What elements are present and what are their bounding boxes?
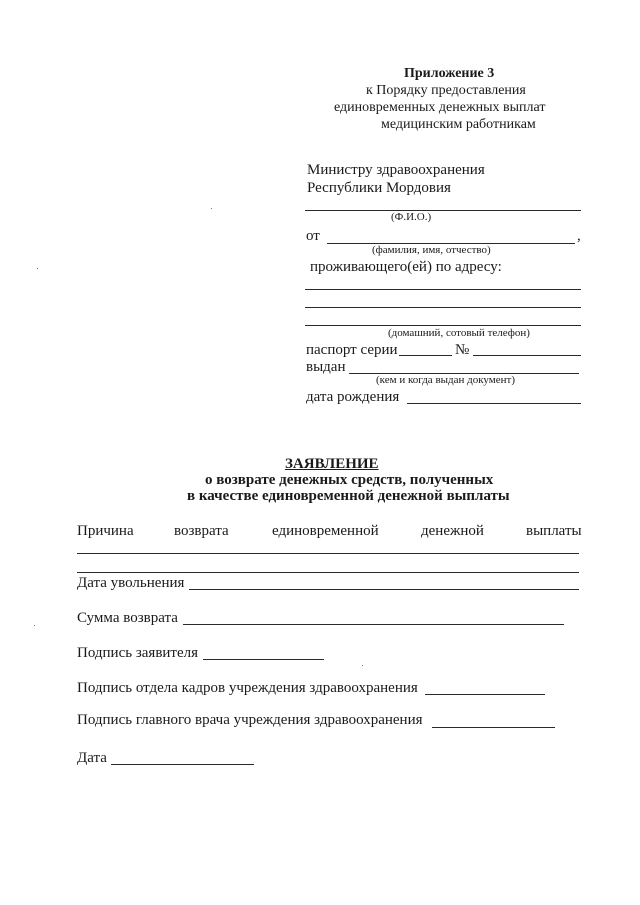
refund-amount-line[interactable] — [183, 624, 564, 625]
passport-series-label: паспорт серии — [306, 342, 398, 358]
issued-hint: (кем и когда выдан документ) — [376, 374, 515, 386]
dismissal-date-line[interactable] — [189, 589, 579, 590]
dismissal-date-label: Дата увольнения — [77, 575, 185, 591]
reason-line-1[interactable] — [77, 553, 579, 554]
from-label: от — [306, 228, 320, 244]
appendix-line-1: к Порядку предоставления — [366, 83, 526, 98]
scan-speck — [211, 208, 212, 209]
passport-series-line[interactable] — [399, 355, 452, 356]
phone-line[interactable] — [305, 325, 581, 326]
reason-word-2: возврата — [174, 523, 229, 539]
address-line-1[interactable] — [305, 289, 581, 290]
scan-speck — [34, 625, 35, 626]
date-line[interactable] — [111, 764, 254, 765]
scan-speck — [37, 268, 38, 269]
chief-signature-label: Подпись главного врача учреждения здравоохранения — [77, 712, 423, 728]
passport-number-line[interactable] — [473, 355, 581, 356]
hr-signature-line[interactable] — [425, 694, 545, 695]
appendix-line-3: медицинским работникам — [381, 117, 536, 132]
birth-date-label: дата рождения — [306, 389, 400, 405]
issued-label: выдан — [306, 359, 346, 375]
refund-amount-label: Сумма возврата — [77, 610, 178, 626]
statement-subtitle-2: в качестве единовременной денежной выплаты — [187, 488, 510, 504]
scan-speck — [362, 665, 363, 666]
from-comma: , — [577, 228, 581, 244]
from-hint: (фамилия, имя, отчество) — [372, 244, 491, 256]
reason-line-2[interactable] — [77, 572, 579, 573]
address-label: проживающего(ей) по адресу: — [310, 259, 502, 275]
fio-hint: (Ф.И.О.) — [391, 211, 432, 223]
reason-word-4: денежной — [421, 523, 484, 539]
birth-date-line[interactable] — [407, 403, 581, 404]
applicant-signature-line[interactable] — [203, 659, 324, 660]
passport-number-label: № — [455, 342, 470, 358]
reason-word-5: выплаты — [526, 523, 582, 539]
addressee-line-1: Министру здравоохранения — [307, 162, 485, 178]
applicant-signature-label: Подпись заявителя — [77, 645, 199, 661]
chief-signature-line[interactable] — [432, 727, 555, 728]
appendix-line-2: единовременных денежных выплат — [334, 100, 546, 115]
statement-subtitle-1: о возврате денежных средств, полученных — [205, 472, 494, 488]
fio-line[interactable] — [305, 210, 581, 211]
date-label: Дата — [77, 750, 107, 766]
reason-word-3: единовременной — [272, 523, 379, 539]
reason-word-1: Причина — [77, 523, 134, 539]
addressee-line-2: Республики Мордовия — [307, 180, 451, 196]
address-line-2[interactable] — [305, 307, 581, 308]
phone-hint: (домашний, сотовый телефон) — [388, 327, 530, 339]
appendix-title: Приложение 3 — [404, 66, 495, 81]
statement-title: ЗАЯВЛЕНИЕ — [285, 456, 379, 472]
hr-signature-label: Подпись отдела кадров учреждения здравоохранения — [77, 680, 418, 696]
